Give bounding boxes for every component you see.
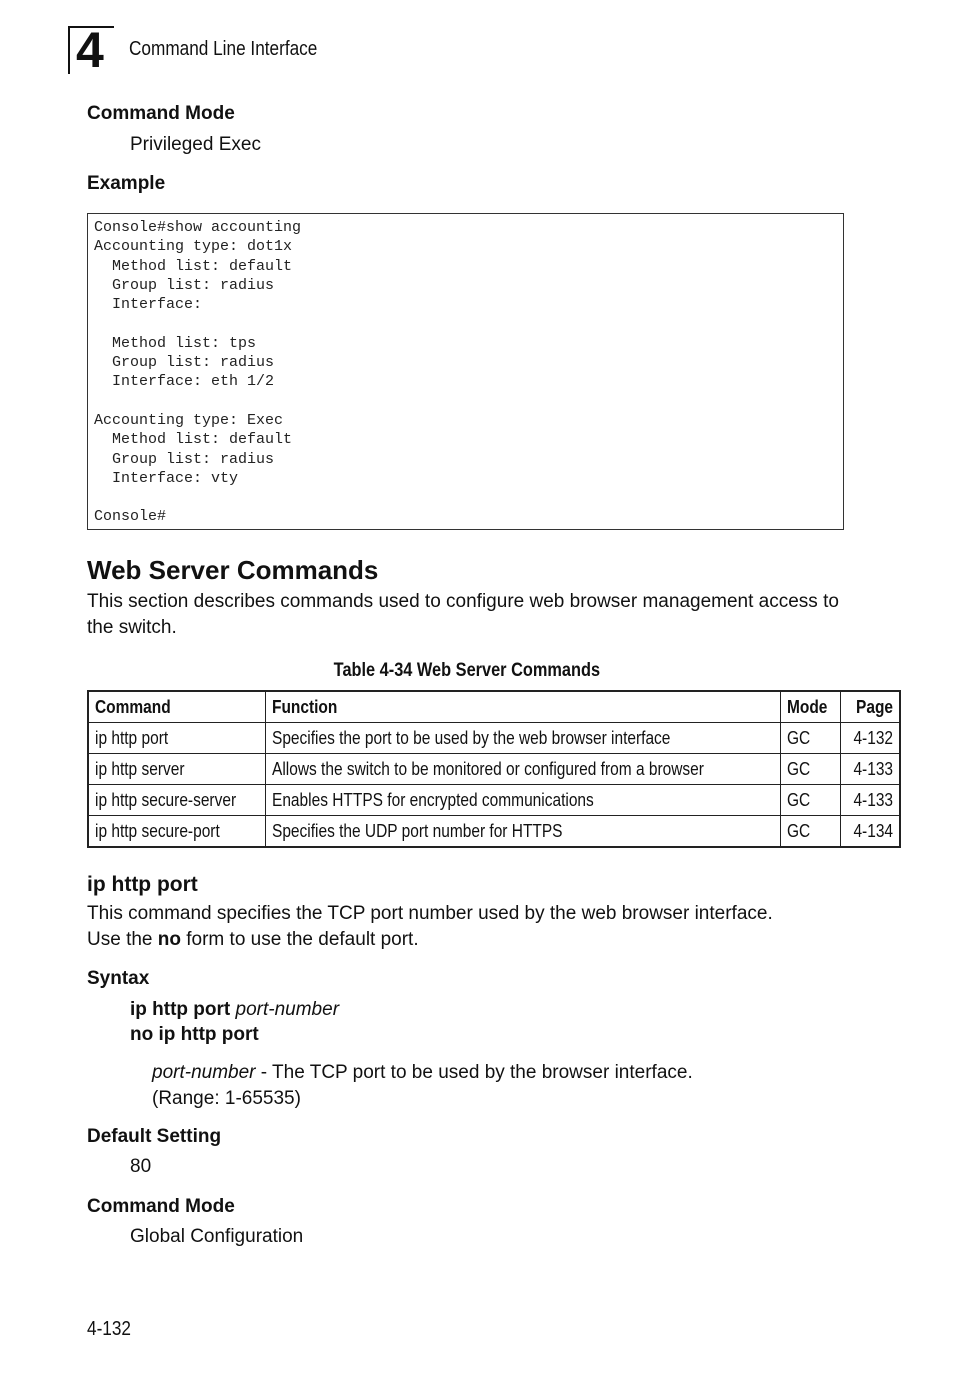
table-row [88,785,900,816]
description-line-1: This command specifies the TCP port number used by the web browser interface. [87,903,773,924]
command-description [87,901,847,953]
command-mode-heading-2: Command Mode [87,1196,235,1217]
table-row [88,754,900,785]
cell-function: Allows the switch to be monitored or configured from a browser [266,754,781,785]
section-intro: This section describes commands used to configure web browser management access to the switch. [87,591,839,638]
command-title: ip http port [87,873,198,896]
section-title: Web Server Commands [87,555,379,585]
cell-page: 4-134 [841,816,901,848]
syntax-command: ip http port [130,999,231,1020]
web-server-commands-table [87,690,901,848]
command-mode-value-2: Global Configuration [130,1226,304,1247]
table-row [88,723,900,754]
table-caption-text: Table 4-34 Web Server Commands [333,660,601,681]
table-caption [87,660,847,682]
cell-page: 4-133 [841,785,901,816]
description-line-2-pre: Use the [87,929,158,950]
default-setting-heading: Default Setting [87,1126,222,1147]
command-mode-value: Privileged Exec [130,134,261,155]
running-title: Command Line Interface [129,38,318,60]
page-number-text: 4-132 [87,1318,131,1340]
cell-mode: GC [781,816,841,848]
cell-function: Enables HTTPS for encrypted communications [266,785,781,816]
cell-mode: GC [781,785,841,816]
example-code-box [87,213,844,530]
cell-command: ip http secure-server [88,785,266,816]
parameter-description [152,1060,772,1112]
table-header-row [88,691,900,723]
page-number [87,1318,138,1341]
column-header-command: Command [88,691,266,723]
column-header-function: Function [266,691,781,723]
no-keyword: no [157,929,181,950]
description-line-2-post: form to use the default port. [180,929,419,950]
example-code: Console#show accounting Accounting type: dot1x Method list: default Group list: radius Interface: Method list: tps Group list: radius Interface: eth 1/2 Accounting type: Exec Method list: default Group list: radius Interface: vty Console# [94,219,302,526]
command-mode-heading: Command Mode [87,103,235,124]
cell-page: 4-132 [841,723,901,754]
column-header-mode: Mode [781,691,841,723]
cell-command: ip http server [88,754,266,785]
cell-mode: GC [781,723,841,754]
cell-command: ip http port [88,723,266,754]
cell-command: ip http secure-port [88,816,266,848]
column-header-page: Page [841,691,901,723]
cell-mode: GC [781,754,841,785]
table-row [88,816,900,848]
parameter-text: - The TCP port to be used by the browser interface. [255,1062,693,1083]
syntax-line [130,999,339,1021]
parameter-name: port-number [152,1062,256,1083]
cell-function: Specifies the port to be used by the web browser interface [266,723,781,754]
syntax-parameter: port-number [235,999,340,1020]
cell-page: 4-133 [841,754,901,785]
default-setting-value: 80 [130,1156,152,1177]
cell-function: Specifies the UDP port number for HTTPS [266,816,781,848]
example-heading: Example [87,173,166,194]
parameter-range: (Range: 1-65535) [152,1088,301,1109]
syntax-no-form: no ip http port [130,1024,259,1045]
syntax-heading: Syntax [87,968,150,989]
chapter-number: 4 [68,26,114,74]
